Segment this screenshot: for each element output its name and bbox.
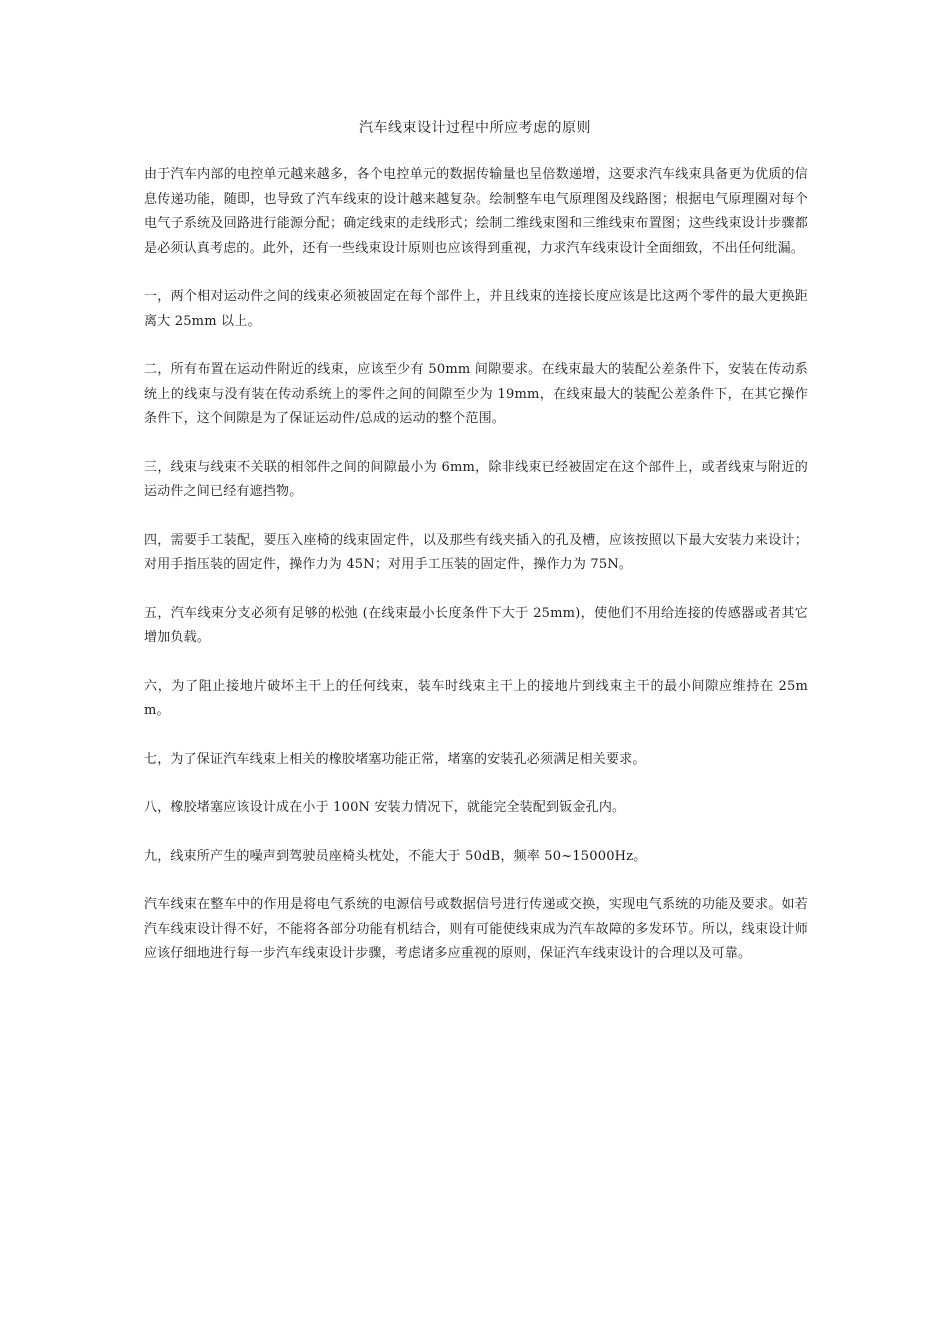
principle-4-paragraph: 四，需要手工装配，要压入座椅的线束固定件，以及那些有线夹插入的孔及槽，应该按照以下最大安装力来设计；对用手指压装的固定件，操作力为 45N；对用手工压装的固定件，操作力为 75N。 [144, 532, 808, 572]
principle-2-paragraph: 二，所有布置在运动件附近的线束，应该至少有 50mm 间隙要求。在线束最大的装配公差条件下，安装在传动系统上的线束与没有装在传动系统上的零件之间的间隙至少为 19mm，在线束最大的装配公差条件下，在其它操作条件下，这个间隙是为了保证运动件/总成的运动的整个范围。 [144, 362, 808, 426]
principle-3-paragraph: 三，线束与线束不关联的相邻件之间的间隙最小为 6mm，除非线束已经被固定在这个部件上，或者线束与附近的运动件之间已经有遮挡物。 [144, 459, 808, 499]
principle-6-paragraph: 六，为了阻止接地片破坏主干上的任何线束，装车时线束主干上的接地片到线束主干的最小间隙应维持在 25mm。 [144, 678, 808, 718]
principle-9-paragraph: 九，线束所产生的噪声到驾驶员座椅头枕处，不能大于 50dB，频率 50~15000Hz。 [144, 848, 647, 864]
document-title: 汽车线束设计过程中所应考虑的原则 [359, 120, 591, 136]
principle-1-paragraph: 一，两个相对运动件之间的线束必须被固定在每个部件上，并且线束的连接长度应该是比这两个零件的最大更换距离大 25mm 以上。 [144, 289, 808, 329]
intro-paragraph: 由于汽车内部的电控单元越来越多，各个电控单元的数据传输量也呈倍数递增，这要求汽车线束具备更为优质的信息传递功能，随即，也导致了汽车线束的设计越来越复杂。绘制整车电气原理图及线路图；根据电气原理圈对每个电气子系统及回路进行能源分配；确定线束的走线形式；绘制二维线束图和三维线束布置图；这些线束设计步骤都是必须认真考虑的。此外，还有一些线束设计原则也应该得到重视，力求汽车线束设计全面细致，不出任何纰漏。 [144, 167, 808, 256]
principle-7-paragraph: 七，为了保证汽车线束上相关的橡胶堵塞功能正常，堵塞的安装孔必须满足相关要求。 [144, 751, 646, 767]
document-body [144, 163, 808, 991]
principle-8-paragraph: 八，橡胶堵塞应该设计成在小于 100N 安装力情况下，就能完全装配到钣金孔内。 [144, 800, 626, 815]
conclusion-paragraph: 汽车线束在整车中的作用是将电气系统的电源信号或数据信号进行传递或交换，实现电气系统的功能及要求。如若汽车线束设计得不好，不能将各部分功能有机结合，则有可能使线束成为汽车故障的多发环节。所以，线束设计师应该仔细地进行每一步汽车线束设计步骤，考虑诸多应重视的原则，保证汽车线束设计的合理以及可靠。 [144, 897, 808, 961]
principle-5-paragraph: 五，汽车线束分支必须有足够的松弛 (在线束最小长度条件下大于 25mm)，使他们不用给连接的传感器或者其它增加负载。 [144, 605, 808, 645]
